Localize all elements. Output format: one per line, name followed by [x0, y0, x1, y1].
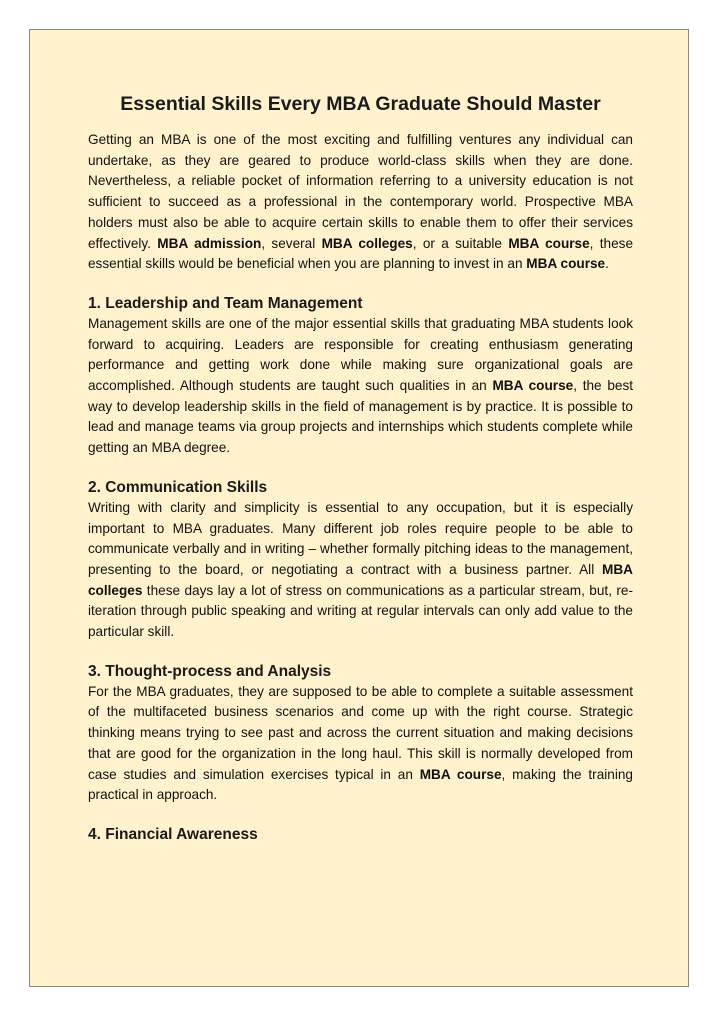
section-text-1: Management skills are one of the major essential skills that graduating MBA students look forward to acquiring. Leaders are responsible for creating enthusiasm generating performance and getting work done while making sure organizational goals are accomplished. Although students are taught such qualities in an [88, 315, 633, 394]
section-thought-process [88, 662, 633, 806]
section-keyword: MBA course [492, 378, 574, 394]
section-text-1: For the MBA graduates, they are supposed to be able to complete a suitable assessment of the multifaceted business scenarios and come up with the right course. Strategic thinking means trying to see past and across the current situation and making decisions that are good for the organization in the long haul. This skill is normally developed from case studies and simulation exercises typical in an [88, 683, 633, 782]
section-paragraph [88, 682, 633, 806]
intro-text-2: , several [261, 235, 322, 251]
intro-keyword-mba-course-2: MBA course [526, 256, 606, 272]
intro-paragraph [88, 130, 633, 275]
section-text-1: Writing with clarity and simplicity is essential to any occupation, but it is especially important to MBA graduates. Many different job roles require people to be able to communicate verbally and in writing – whether formally pitching ideas to the management, presenting to the board, or negotiating a contract with a business partner. All [88, 499, 633, 577]
section-communication [88, 478, 633, 643]
intro-keyword-mba-admission: MBA admission [157, 235, 262, 251]
section-leadership [88, 294, 633, 459]
intro-text-4: , these essential skills would be beneficial when you are planning to invest in an [88, 235, 634, 272]
intro-keyword-mba-colleges: MBA colleges [321, 235, 413, 251]
section-keyword: MBA course [419, 766, 502, 782]
intro-text-1: Getting an MBA is one of the most exciting and fulfilling ventures any individual can undertake, as they are geared to produce world-class skills when they are done. Nevertheless, a reliable pocket of information referring to a university education is not sufficient to succeed as a professional in the contemporary world. Prospective MBA holders must also be able to acquire certain skills to enable them to offer their services effectively. [88, 132, 633, 251]
intro-keyword-mba-course: MBA course [508, 235, 590, 251]
section-heading: 2. Communication Skills [88, 478, 268, 496]
intro-text-5: . [605, 256, 609, 272]
section-paragraph [88, 314, 633, 459]
section-paragraph [88, 498, 633, 643]
section-text-2: , making the training practical in approach. [88, 766, 633, 803]
section-keyword: MBA colleges [88, 561, 633, 598]
document-content [88, 92, 633, 845]
section-text-2: these days lay a lot of stress on communications as a particular stream, but, re-iteration through public speaking and writing at regular intervals can only add value to the particular skill. [88, 582, 633, 640]
document-title: Essential Skills Every MBA Graduate Should Master [120, 93, 601, 115]
section-financial-awareness [88, 825, 633, 845]
section-heading: 4. Financial Awareness [88, 825, 258, 843]
section-heading: 3. Thought-process and Analysis [88, 662, 332, 680]
intro-text-3: , or a suitable [412, 235, 509, 251]
section-heading: 1. Leadership and Team Management [88, 294, 363, 312]
section-text-2: , the best way to develop leadership skills in the field of management is by practice. It is possible to lead and manage teams via group projects and internships which students complete while getting an MBA degree. [88, 378, 634, 456]
document-page [29, 29, 689, 987]
